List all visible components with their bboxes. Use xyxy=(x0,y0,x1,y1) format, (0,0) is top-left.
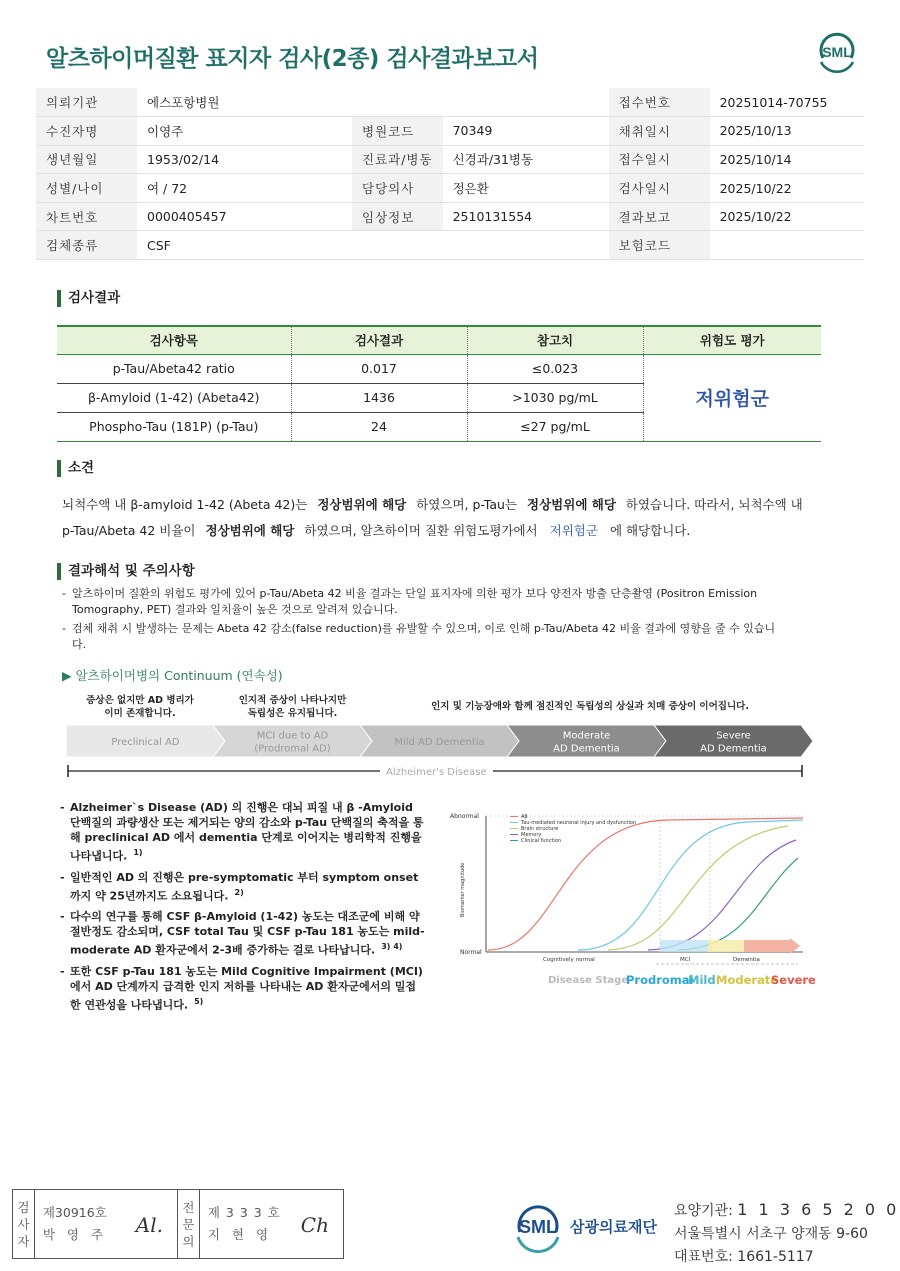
list-item: - 다수의 연구를 통해 CSF β-Amyloid (1-42) 농도는 대조군에 비해 약 절반정도 감소되며, CSF total Tau 및 CSF p-Tau 181 농도는 mild-moderate AD 환자군에서 2-3배 증가하는 걸로 나타납니다. $^{3) 4)}$ xyxy=(60,910,425,957)
continuum-title: ▶ 알츠하이머병의 Continuum (연속성) xyxy=(62,668,283,683)
receipt-no-value: 20251014-70755 xyxy=(710,88,864,117)
legend-label: Tau-mediated neuronal injury and dysfunction xyxy=(521,820,637,826)
report-title: 알츠하이머질환 표지자 검사(2종) 검사결과보고서 xyxy=(46,46,539,72)
specialist-cell xyxy=(200,1190,343,1258)
hospital-code-label: 병원코드 xyxy=(352,117,443,146)
specialist-label: 전 문 의 xyxy=(178,1190,200,1258)
axis-label-alzheimers: Alzheimer's Disease xyxy=(380,767,493,778)
legend-label: Aβ xyxy=(521,814,528,820)
examiner-label: 검 사 자 xyxy=(13,1190,35,1258)
institution-label: 의뢰기관 xyxy=(36,88,137,117)
result-ref: ≤27 pg/mL xyxy=(467,412,643,441)
result-value: 0.017 xyxy=(291,354,467,383)
chart-no-label: 차트번호 xyxy=(36,202,137,231)
y-axis-label: Biomarker magnitude xyxy=(460,862,466,917)
examiner-signature: Al. xyxy=(135,1213,163,1237)
disease-stage-label: Disease Stage xyxy=(548,975,629,986)
header-risk: 위험도 평가 xyxy=(643,326,821,354)
stage-desc-mci: 인지적 증상이 나타나지만 독립성은 유지됩니다. xyxy=(238,695,347,719)
insurance-label: 보험코드 xyxy=(609,231,710,260)
sml-logo-icon xyxy=(510,1198,566,1254)
dept-value: 신경과/31병동 xyxy=(443,145,609,174)
list-item: - Alzheimer`s Disease (AD) 의 진행은 대뇌 피질 내 β -Amyloid 단백질의 과량생산 또는 제거되는 양의 감소와 p-Tau 단백질의 축적을 통해 preclinical AD 에서 dementia 단계로 이어지는 병리학적 진행을 나타냅니다. $^{1)}$ xyxy=(60,801,424,863)
examiner-cell xyxy=(35,1190,178,1258)
dob-label: 생년월일 xyxy=(36,145,137,174)
stage-label: AD Dementia xyxy=(553,743,620,755)
risk-assessment: 저위험군 xyxy=(643,354,821,441)
dept-label: 진료과/병동 xyxy=(352,145,443,174)
result-ref: >1030 pg/mL xyxy=(467,383,643,412)
interpretation-section-title: 결과해석 및 주의사항 xyxy=(57,563,195,580)
receipt-no-label: 접수번호 xyxy=(609,88,710,117)
stage-label: (Prodromal AD) xyxy=(254,743,331,755)
sex-age-label: 성별/나이 xyxy=(36,174,137,203)
biomarker-graph xyxy=(448,802,818,992)
report-date-label: 결과보고 xyxy=(609,202,710,231)
corp-info: 요양기관: 1 1 3 6 5 2 0 0 서울특별시 서초구 양재동 9-60 대표번호: 1661-5117 xyxy=(674,1200,900,1265)
institution-value: 에스포항병원 xyxy=(137,88,352,117)
stage-desc-preclinical: 증상은 없지만 AD 병리가 이미 존재합니다. xyxy=(86,695,194,719)
signature-box xyxy=(12,1189,344,1259)
doctor-value: 정은환 xyxy=(443,174,609,203)
stage-label: MCI due to AD xyxy=(256,730,329,742)
collect-date-label: 채취일시 xyxy=(609,117,710,146)
header-ref: 참고치 xyxy=(467,326,643,354)
stage-label: Severe xyxy=(716,730,751,742)
results-table xyxy=(57,325,821,442)
results-section-title: 검사결과 xyxy=(57,290,120,307)
x-cognitive-label: Cognitively normal xyxy=(543,957,595,963)
org-code: 1 1 3 6 5 2 0 0 xyxy=(737,1200,900,1219)
prodromal-label: Prodromal xyxy=(626,973,694,987)
insurance-value xyxy=(710,231,864,260)
sml-logo xyxy=(813,28,861,76)
test-date-value: 2025/10/22 xyxy=(710,174,864,203)
background-bullets xyxy=(60,800,425,1019)
result-value: 24 xyxy=(291,412,467,441)
table-row xyxy=(57,354,821,383)
svg-text:SML: SML xyxy=(822,44,852,60)
phone: 1661-5117 xyxy=(737,1249,814,1265)
patient-info-table xyxy=(36,88,864,260)
header-item: 검사항목 xyxy=(57,326,291,354)
specialist-name: 지 현 영 xyxy=(207,1227,273,1242)
chart-no-value: 0000405457 xyxy=(137,202,352,231)
note-item: - 검체 채취 시 발생하는 문제는 Abeta 42 감소(false reduction)를 유발할 수 있으며, 이로 인해 p-Tau/Abeta 42 비율 결과에 영향을 줄 수 있습니다. xyxy=(62,622,776,651)
report-date-value: 2025/10/22 xyxy=(710,202,864,231)
hospital-code-value: 70349 xyxy=(443,117,609,146)
curve-brain xyxy=(608,826,788,950)
specialist-signature: Ch xyxy=(300,1213,329,1237)
result-item: β-Amyloid (1-42) (Abeta42) xyxy=(57,383,291,412)
dob-value: 1953/02/14 xyxy=(137,145,352,174)
legend-label: Brain structure xyxy=(521,826,559,832)
interpretation-notes xyxy=(62,586,782,656)
result-item: Phospho-Tau (181P) (p-Tau) xyxy=(57,412,291,441)
stage-label: Preclinical AD xyxy=(111,737,180,748)
x-dementia-label: Dementia xyxy=(733,957,760,963)
address: 서울특별시 서초구 양재동 9-60 xyxy=(674,1226,868,1242)
stage-desc-dementia: 인지 및 기능장애와 함께 점진적인 독립성의 상실과 치매 증상이 이어집니다. xyxy=(431,701,749,712)
curve-tau xyxy=(578,820,803,950)
severe-label: Severe xyxy=(771,973,816,987)
svg-text:SML: SML xyxy=(519,1217,557,1237)
stage-label: Moderate xyxy=(562,730,611,742)
receipt-date-label: 접수일시 xyxy=(609,145,710,174)
collect-date-value: 2025/10/13 xyxy=(710,117,864,146)
y-bottom-label: Normal xyxy=(460,949,482,956)
sex-age-value: 여 / 72 xyxy=(137,174,352,203)
graph-legend xyxy=(510,814,636,844)
legend-label: Clinical function xyxy=(521,838,562,844)
patient-value: 이영주 xyxy=(137,117,352,146)
examiner-name: 박 영 주 xyxy=(42,1227,108,1242)
org-name: 삼광의료재단 xyxy=(570,1217,657,1236)
list-item: - 일반적인 AD 의 진행은 pre-symptomatic 부터 symptom onset 까지 약 25년까지도 소요됩니다. $^{2)}$ xyxy=(60,870,419,903)
mild-label: Mild xyxy=(688,973,716,987)
list-item: - 또한 CSF p-Tau 181 농도는 Mild Cognitive Impairment (MCI) 에서 AD 단계까지 급격한 인지 저하를 나타내는 AD 환자군에서의 밀접한 연관성을 나타냅니다. $^{5)}$ xyxy=(60,964,423,1012)
clinical-label: 임상정보 xyxy=(352,202,443,231)
result-ref: ≤0.023 xyxy=(467,354,643,383)
stage-label: Mild AD Dementia xyxy=(394,737,485,748)
y-top-label: Abnormal xyxy=(450,813,479,820)
patient-label: 수진자명 xyxy=(36,117,137,146)
receipt-date-value: 2025/10/14 xyxy=(710,145,864,174)
specimen-label: 검체종류 xyxy=(36,231,137,260)
result-value: 1436 xyxy=(291,383,467,412)
footer-logo xyxy=(510,1198,657,1254)
header-value: 검사결과 xyxy=(291,326,467,354)
stage-arrows xyxy=(66,725,813,757)
moderate-label: Moderate xyxy=(716,973,779,987)
opinion-section-title: 소견 xyxy=(57,460,94,477)
examiner-no: 제30916호 xyxy=(42,1205,107,1220)
clinical-value: 2510131554 xyxy=(443,202,609,231)
specimen-value: CSF xyxy=(137,231,352,260)
opinion-text: 뇌척수액 내 β-amyloid 1-42 (Abeta 42)는 정상범위에 해당 하였으며, p-Tau는 정상범위에 해당 하였습니다. 따라서, 뇌척수액 내 p-Tau/Abeta 42 비율이 정상범위에 해당 하였으며, 알츠하이머 질환 위험도평가에서 저위험군 에 해당합니다. xyxy=(62,497,803,538)
test-date-label: 검사일시 xyxy=(609,174,710,203)
note-item: - 알츠하이머 질환의 위험도 평가에 있어 p-Tau/Abeta 42 비율 결과는 단일 표지자에 의한 평가 보다 양전자 방출 단층촬영 (Positron Emission Tomography, PET) 결과와 일치율이 높은 것으로 알려져 있습니다. xyxy=(62,587,758,616)
legend-label: Memory xyxy=(521,832,542,838)
stage-label: AD Dementia xyxy=(700,743,767,755)
specialist-no: 제 3 3 3 호 xyxy=(207,1205,281,1220)
result-item: p-Tau/Abeta42 ratio xyxy=(57,354,291,383)
curve-clinical xyxy=(678,858,798,950)
x-mci-label: MCI xyxy=(680,957,691,963)
doctor-label: 담당의사 xyxy=(352,174,443,203)
